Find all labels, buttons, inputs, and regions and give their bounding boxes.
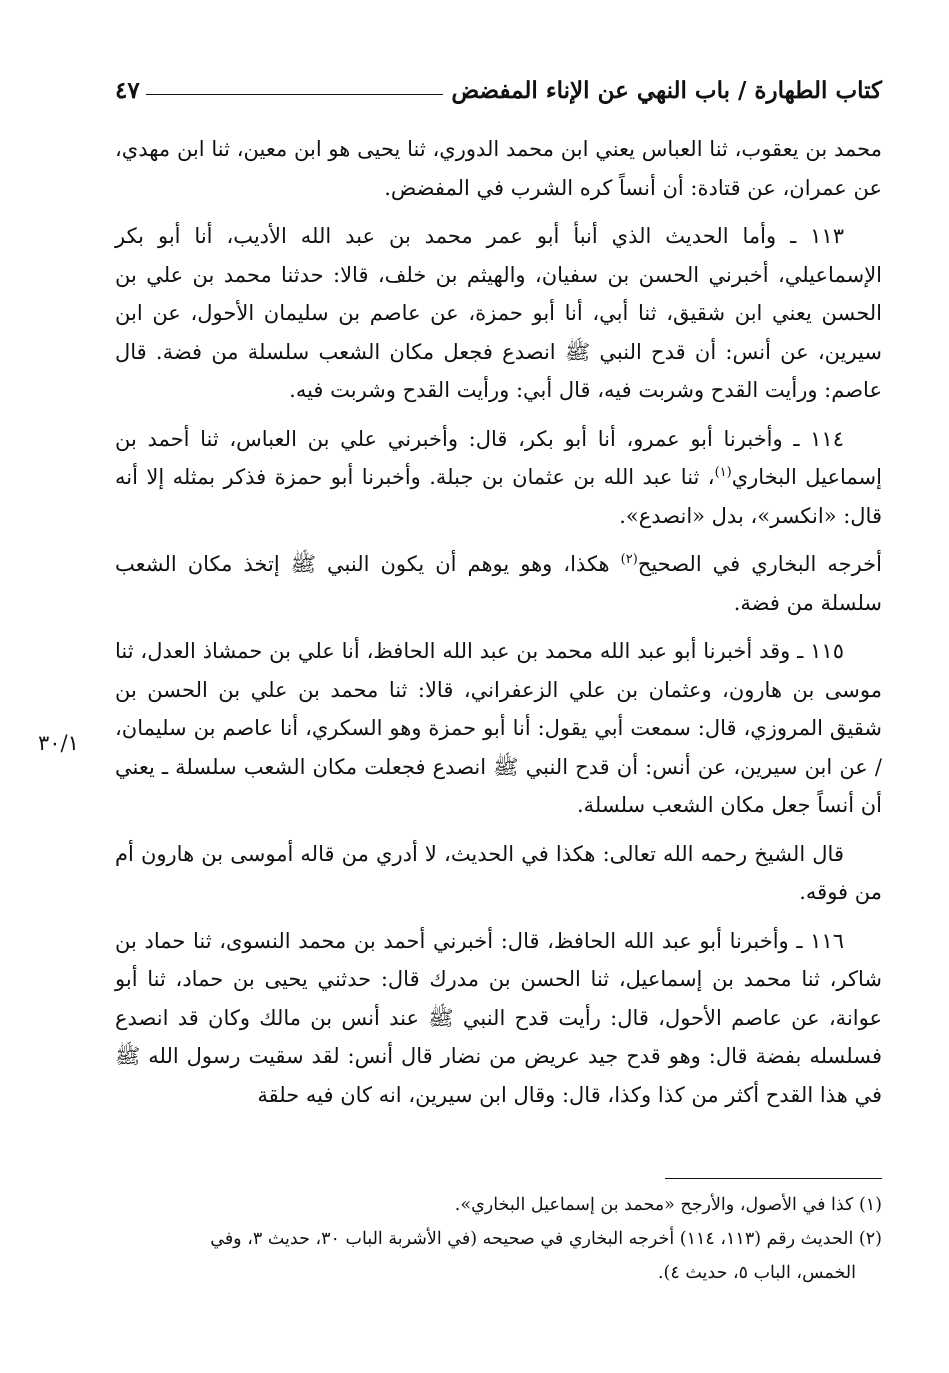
- footnote-2-continued: الخمس، الباب ٥، حديث ٤).: [657, 1263, 856, 1283]
- paragraph-note-text: أخرجه البخاري في الصحيح: [637, 552, 882, 576]
- header-rule: [146, 94, 444, 95]
- footnote-separator: [665, 1178, 882, 1179]
- paragraph-note: [115, 545, 882, 622]
- main-text: [115, 130, 882, 1124]
- paragraph-114: [115, 420, 882, 536]
- header-title: كتاب الطهارة / باب النهي عن الإناء المفضض: [451, 76, 882, 104]
- paragraph-114-rest: ، ثنا عبد الله بن عثمان بن جبلة. وأخبرنا أبو حمزة فذكر بمثله إلا أنه قال: «انكسر»، بدل «انصدع».: [115, 465, 882, 528]
- footnote-ref-2: (٢): [620, 552, 638, 567]
- page-number: ٤٧: [115, 76, 140, 104]
- footnote-1: (١) كذا في الأصول، والأرجح «محمد بن إسماعيل البخاري».: [454, 1195, 882, 1215]
- paragraph-sheikh: قال الشيخ رحمه الله تعالى: هكذا في الحديث، لا أدري من قاله أموسى بن هارون أم من فوقه.: [115, 841, 882, 904]
- running-header: [115, 70, 882, 110]
- paragraph-intro: محمد بن يعقوب، ثنا العباس يعني ابن محمد الدوري، ثنا يحيى هو ابن معين، ثنا ابن مهدي، عن عمران، عن قتادة: أن أنساً كره الشرب في المفضض.: [115, 137, 882, 200]
- footnotes: [115, 1190, 882, 1292]
- paragraph-115: ١١٥ ـ وقد أخبرنا أبو عبد الله محمد بن عبد الله الحافظ، أنا علي بن حمشاذ العدل، ثنا موسى بن هارون، وعثمان بن علي الزعفراني، قالا: ثنا محمد بن علي بن الحسن بن شقيق المروزي، قال: سمعت أبي يقول: أنا أبو حمزة وهو السكري، أنا عاصم بن سليمان، / عن ابن سيرين، عن أنس: أن قدح النبي ﷺ انصدع فجعلت مكان الشعب سلسلة ـ يعني أن أنساً جعل مكان الشعب سلسلة.: [115, 639, 882, 817]
- manuscript-folio-note: ٣٠/١: [38, 731, 79, 755]
- paragraph-116: ١١٦ ـ وأخبرنا أبو عبد الله الحافظ، قال: أخبرني أحمد بن محمد النسوى، ثنا حماد بن شاكر، ثنا محمد بن إسماعيل، ثنا الحسن بن مدرك قال: حدثني يحيى بن حماد، ثنا أبو عوانة، عن عاصم الأحول، قال: رأيت قدح النبي ﷺ عند أنس بن مالك وكان قد انصدع فسلسله بفضة قال: وهو قدح جيد عريض من نضار قال أنس: لقد سقيت رسول الله ﷺ في هذا القدح أكثر من كذا وكذا، قال: وقال ابن سيرين، انه كان فيه حلقة: [115, 928, 882, 1107]
- footnote-ref-1: (١): [714, 465, 732, 480]
- footnote-2: (٢) الحديث رقم (١١٣، ١١٤) أخرجه البخاري في صحيحه (في الأشربة الباب ٣٠، حديث ٣، وفي: [210, 1229, 882, 1249]
- paragraph-113: ١١٣ ـ وأما الحديث الذي أنبأ أبو عمر محمد بن عبد الله الأديب، أنا أبو بكر الإسماعيلي، أخبرني الحسن بن سفيان، والهيثم بن خلف، قالا: حدثنا محمد بن علي بن الحسن يعني ابن شقيق، ثنا أبي، أنا أبو حمزة، عن عاصم بن سليمان الأحول، عن ابن سيرين، عن أنس: أن قدح النبي ﷺ انصدع فجعل مكان الشعب سلسلة من فضة. قال عاصم: ورأيت القدح وشربت فيه، قال أبي: ورأيت القدح وشربت فيه.: [115, 224, 882, 402]
- paragraph-note-rest: هكذا، وهو يوهم أن يكون النبي ﷺ إتخذ مكان الشعب سلسلة من فضة.: [115, 552, 882, 615]
- paragraph-114-text: ١١٤ ـ وأخبرنا أبو عمرو، أنا أبو بكر، قال: وأخبرني علي بن العباس، ثنا أحمد بن إسماعيل البخاري: [115, 426, 882, 489]
